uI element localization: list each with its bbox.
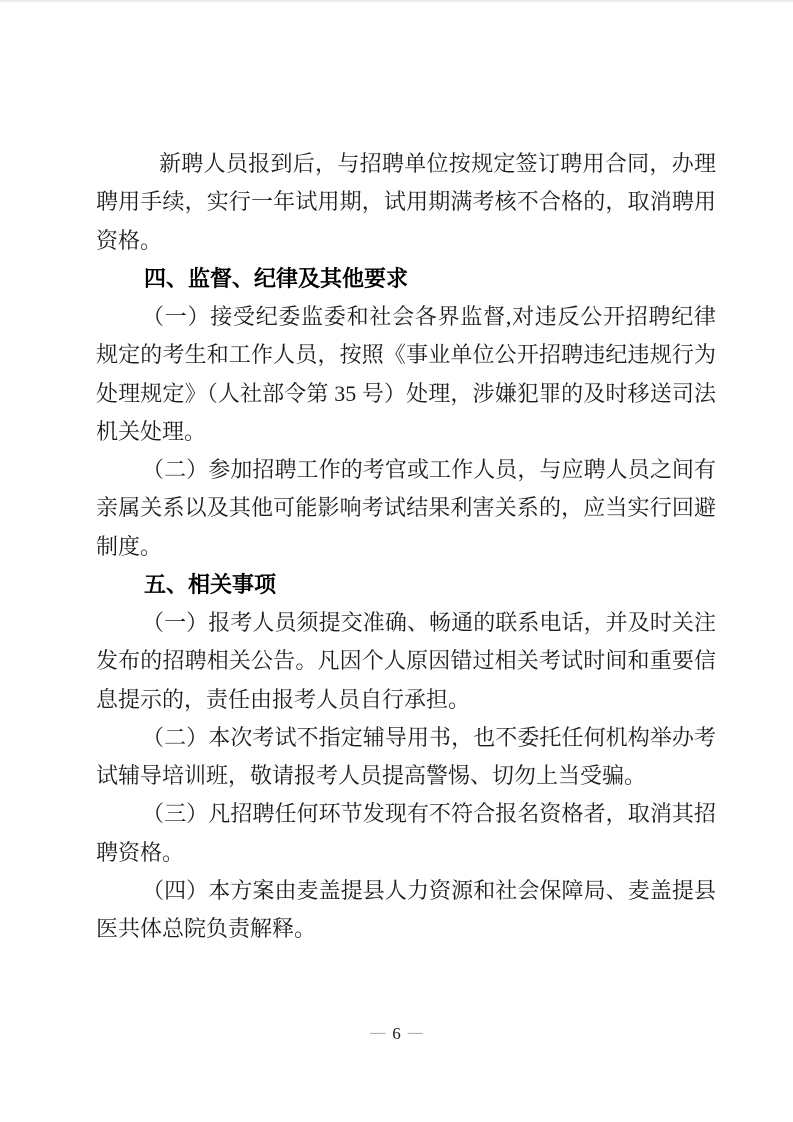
section-heading-5: 五、相关事项 [144,571,277,597]
page-footer [0,1024,793,1045]
document-body [96,145,716,948]
paragraph-supervision-discipline: （一）接受纪委监委和社会各界监督,对违反公开招聘纪律规定的考生和工作人员，按照《事业单位公开招聘违纪违规行为处理规定》（人社部令第 35 号）处理，涉嫌犯罪的及时移送司法机关处理。 [96,304,716,444]
footer-right-dash: — [407,1025,423,1041]
page-number: 6 [392,1024,401,1043]
paragraph-no-training-materials: （二）本次考试不指定辅导用书，也不委托任何机构举办考试辅导培训班，敬请报考人员提高警惕、切勿上当受骗。 [96,724,716,788]
paragraph-contact-info-notice: （一）报考人员须提交准确、畅通的联系电话，并及时关注发布的招聘相关公告。凡因个人原因错过相关考试时间和重要信息提示的，责任由报考人员自行承担。 [96,610,716,712]
paragraph-recusal-policy: （二）参加招聘工作的考官或工作人员，与应聘人员之间有亲属关系以及其他可能影响考试结果利害关系的，应当实行回避制度。 [96,457,716,559]
paragraph-probation-terms: 新聘人员报到后，与招聘单位按规定签订聘用合同，办理聘用手续，实行一年试用期，试用期满考核不合格的，取消聘用资格。 [96,151,716,253]
footer-left-dash: — [370,1025,386,1041]
paragraph-interpretation-authority: （四）本方案由麦盖提县人力资源和社会保障局、麦盖提县医共体总院负责解释。 [96,877,716,941]
section-heading-4: 四、监督、纪律及其他要求 [144,265,409,291]
paragraph-qualification-revocation: （三）凡招聘任何环节发现有不符合报名资格者，取消其招聘资格。 [96,801,716,865]
